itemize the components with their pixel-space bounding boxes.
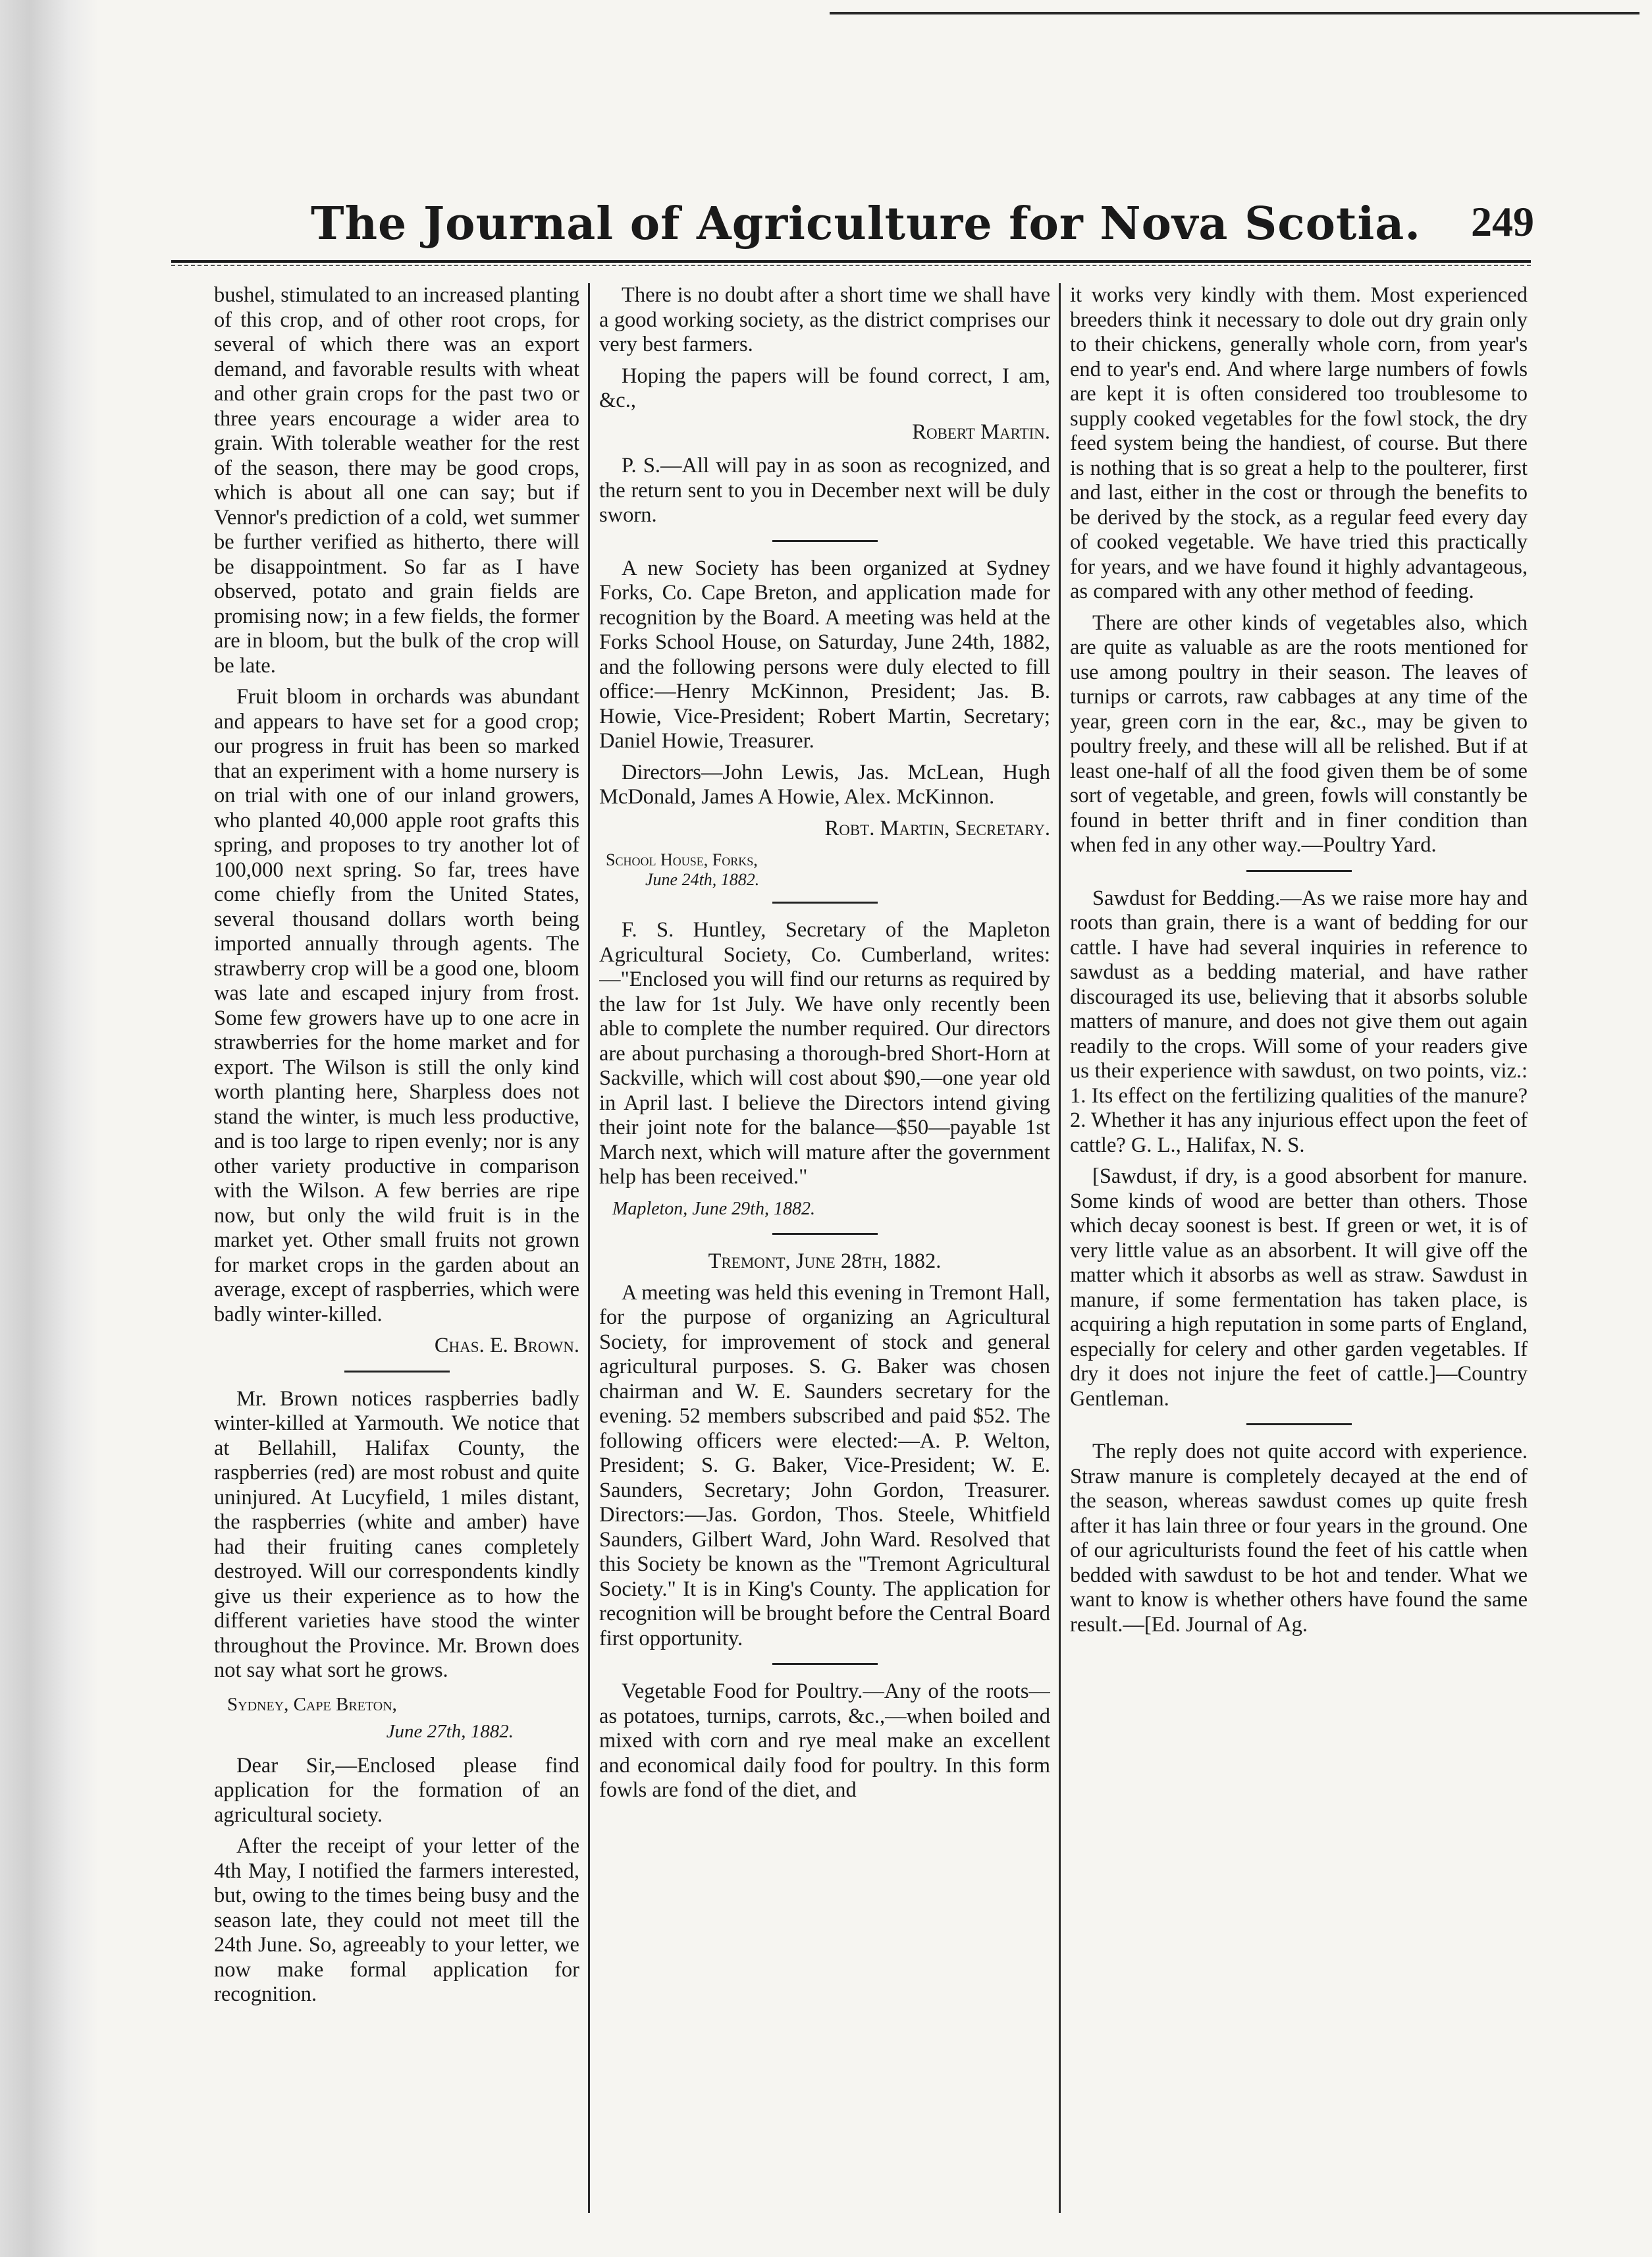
section-separator xyxy=(1246,1423,1352,1425)
paragraph: F. S. Huntley, Secretary of the Mapleton Agricultural Society, Co. Cumberland, writes:—"Enclosed you will find our returns as required by the law for 1st July. We have only recently been able to complete the number required. Our directors are about purchasing a thorough-bred Short-Horn at Sackville, which will cost about $90,—one year old in April last. I believe the Directors intend giving their joint note for the balance—$50—payable 1st March next, which will mature after the government help has been received." xyxy=(599,918,1050,1189)
paragraph: The reply does not quite accord with experience. Straw manure is completely decayed at the end of the season, whereas sawdust comes up quite fresh after it has lain three or four years in the ground. One of our agriculturists found the feet of his cattle when bedded with sawdust to be hot and tender. What we want to know is whether others have found the same result.—[Ed. Journal of Ag. xyxy=(1070,1440,1528,1637)
column-middle xyxy=(599,283,1050,2213)
paragraph: A meeting was held this evening in Tremont Hall, for the purpose of organizing an Agricultural Society, for improvement of stock and general agricultural purposes. S. G. Baker was chosen chairman and W. E. Saunders secretary for the evening. 52 members subscribed and paid $52. The following officers were elected:—A. P. Welton, President; S. G. Baker, Vice-President; W. E. Saunders, Secretary; John Gordon, Treasurer. Directors:—Jas. Gordon, Thos. Steele, Whitfield Saunders, Gilbert Ward, John Ward. Resolved that this Society be known as the "Tremont Agricultural Society." It is in King's County. The application for recognition will be brought before the Central Board first opportunity. xyxy=(599,1280,1050,1650)
top-edge-rule xyxy=(830,12,1639,14)
section-separator xyxy=(772,1663,878,1665)
signature: Chas. E. Brown. xyxy=(434,1334,579,1357)
section-separator xyxy=(1246,870,1352,872)
dateline-date: June 27th, 1882. xyxy=(386,1721,514,1742)
running-head: The Journal of Agriculture for Nova Scotia. xyxy=(310,198,1422,250)
signature: Robt. Martin, Secretary. xyxy=(824,816,1050,840)
paragraph: [Sawdust, if dry, is a good absorbent for manure. Some kinds of wood are better than others. Those which decay soonest is best. If green or wet, it is of very little value as an absorbent. It will give off the matter which it absorbs as well as straw. Sawdust in manure, if some fermentation has taken place, is acquiring a high reputation in some parts of England, especially for celery and other garden vegetables. If dry it does not injure the feet of cattle.]—Country Gentleman. xyxy=(1070,1164,1528,1411)
paragraph: Vegetable Food for Poultry.—Any of the roots—as potatoes, turnips, carrots, &c.,—when boiled and mixed with corn and rye meal make an excellent and economical daily food for poultry. In this form fowls are fond of the diet, and xyxy=(599,1679,1050,1802)
section-separator xyxy=(772,540,878,542)
dateline: Tremont, June 28th, 1882. xyxy=(708,1249,942,1273)
dateline-place: Sydney, Cape Breton, xyxy=(227,1693,397,1715)
schoolhouse-date: June 24th, 1882. xyxy=(645,870,760,889)
paragraph: A new Society has been organized at Sydney Forks, Co. Cape Breton, and application made for recognition by the Board. A meeting was held at the Forks School House, on Saturday, June 24th, 1882, and the following persons were duly elected to fill office:—Henry McKinnon, President; Jas. B. Howie, Vice-President; Robert Martin, Secretary; Daniel Howie, Treasurer. xyxy=(599,556,1050,753)
column-rule-left xyxy=(588,283,590,2213)
paragraph: Sawdust for Bedding.—As we raise more hay and roots than grain, there is a want of bedding for our cattle. I have had several inquiries in reference to sawdust as a bedding material, and have rather discouraged its use, believing that it absorbs soluble matters of manure, and does not give them out again readily to the crops. Will some of your readers give us their experience with sawdust, on two points, viz.: 1. Its effect on the fertilizing qualities of the manure? 2. Whether it has any injurious effect upon the feet of cattle? G. L., Halifax, N. S. xyxy=(1070,886,1528,1157)
paragraph: Fruit bloom in orchards was abundant and appears to have set for a good crop; our progress in fruit has been so marked that an experiment with a home nursery is on trial with one of our inland growers, who planted 40,000 apple root grafts this spring, and proposes to try another lot of 100,000 next spring. So far, trees have come chiefly from the United States, several thousand dollars worth being imported annually through agents. The strawberry crop will be a good one, bloom was late and escaped injury from frost. Some few growers have up to one acre in strawberries for the home market and for export. The Wilson is still the only kind worth planting here, Sharpless does not stand the winter, is much less productive, and is too large to ripen evenly; nor is any other variety productive in comparison with the Wilson. A few berries are ripe now, but only the wild fruit is in the market yet. Other small fruits not grown for market crops in the garden about an average, except of raspberries, which were badly winter-killed. xyxy=(214,685,579,1326)
header-rule-dashed xyxy=(171,265,1531,266)
paragraph: bushel, stimulated to an increased planting of this crop, and of other root crops, for several of which there was an export demand, and favorable results with wheat and other grain crops for the past two or three years encourage a wider area to grain. With tolerable weather for the rest of the season, there may be good crops, which is about all one can say; but if Vennor's prediction of a cold, wet summer be further verified as hitherto, there will be disappointment. So far as I have observed, potato and grain fields are promising now; in a few fields, the former are in bloom, but the bulk of the crop will be late. xyxy=(214,283,579,678)
page-binding-edge xyxy=(0,0,99,2257)
schoolhouse-dateline xyxy=(606,850,1050,890)
paragraph: There are other kinds of vegetables also, which are quite as valuable as are the roots mentioned for use among poultry in their season. The leaves of turnips or carrots, raw cabbages at any time of the year, green corn in the ear, &c., may be given to poultry freely, and these will all be relished. But if at least one-half of all the food given them be of some sort of vegetable, and green, fowls will constantly be found in better thrift and in finer condition than when fed in any other way.—Poultry Yard. xyxy=(1070,611,1528,857)
paragraph: Directors—John Lewis, Jas. McLean, Hugh McDonald, James A Howie, Alex. McKinnon. xyxy=(599,760,1050,809)
column-left xyxy=(214,283,579,2213)
paragraph: There is no doubt after a short time we shall have a good working society, as the district comprises our very best farmers. xyxy=(599,283,1050,356)
schoolhouse-place: School House, Forks, xyxy=(606,850,758,869)
header-rule xyxy=(171,260,1531,263)
location-date: Mapleton, June 29th, 1882. xyxy=(612,1198,815,1219)
section-separator xyxy=(772,902,878,904)
paragraph: it works very kindly with them. Most experienced breeders think it necessary to dole out dry grain only to their chickens, generally whole corn, from year's end to year's end. And where large numbers of fowls are kept it is often considered too troublesome to supply cooked vegetables for the fowl stock, the dry feed system being the handiest, of course. But there is nothing that is so great a help to the poulterer, first and last, either in the cost or through the benefits to be derived by the stock, as a regular feed every day of cooked vegetable. We have tried this practically for years, and we have found it highly advantageous, as compared with any other method of feeding. xyxy=(1070,283,1528,603)
paragraph: Mr. Brown notices raspberries badly winter-killed at Yarmouth. We notice that at Bellahill, Halifax County, the raspberries (red) are most robust and quite uninjured. At Lucyfield, 1 miles distant, the raspberries (white and amber) have had their fruiting canes completely destroyed. Will our correspondents kindly give us their experience as to how the different varieties have stood the winter throughout the Province. Mr. Brown does not say what sort he grows. xyxy=(214,1386,579,1682)
page-header xyxy=(198,198,1534,257)
paragraph: After the receipt of your letter of the 4th May, I notified the farmers interested, but, owing to the times being busy and the season late, they could not meet till the 24th June. So, agreeably to your letter, we now make formal application for recognition. xyxy=(214,1834,579,2006)
paragraph: Hoping the papers will be found correct, I am, &c., xyxy=(599,364,1050,412)
section-separator xyxy=(772,1233,878,1235)
column-rule-right xyxy=(1059,283,1061,2213)
paragraph: P. S.—All will pay in as soon as recognized, and the return sent to you in December next will be duly sworn. xyxy=(599,454,1050,527)
signature: Robert Martin. xyxy=(912,420,1050,444)
page-number: 249 xyxy=(1471,198,1534,245)
paragraph: Dear Sir,—Enclosed please find application for the formation of an agricultural society. xyxy=(214,1753,579,1827)
column-right xyxy=(1070,283,1528,2213)
section-separator xyxy=(344,1371,450,1373)
